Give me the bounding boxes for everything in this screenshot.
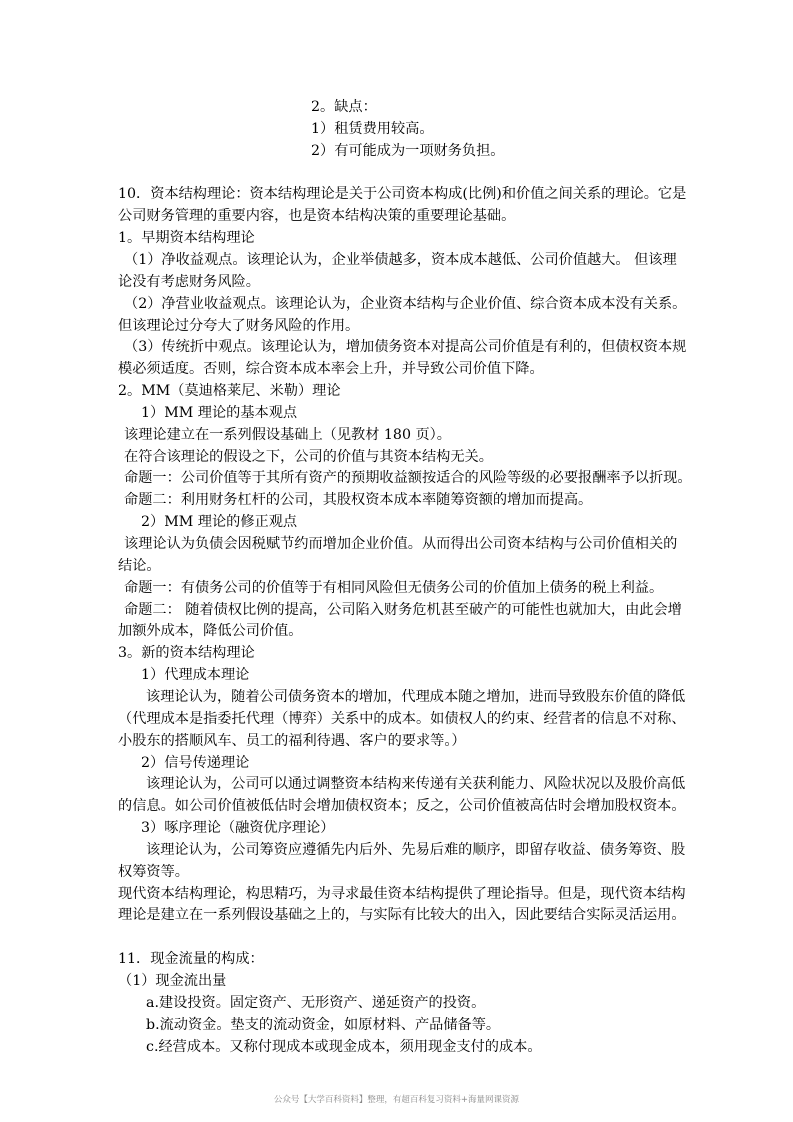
- text-line: 1。早期资本结构理论: [118, 230, 255, 246]
- text-line: 2）信号传递理论: [141, 755, 250, 771]
- text-line: 1）租赁费用较高。: [311, 121, 434, 137]
- text-line: 2。缺点：: [311, 99, 377, 115]
- text-line: （2）净营业收益观点。该理论认为，企业资本结构与企业价值、综合资本成本没有关系。: [124, 296, 687, 312]
- text-line: 该理论建立在一系列假设基础上（见教材 180 页）。: [124, 427, 451, 443]
- text-line: （3）传统折中观点。该理论认为，增加债务资本对提高公司价值是有利的，但债权资本规: [124, 339, 687, 355]
- text-line: 公司财务管理的重要内容，也是资本结构决策的重要理论基础。: [118, 208, 516, 224]
- text-line: 该理论认为负债会因税赋节约而增加企业价值。从而得出公司资本结构与公司价值相关的: [124, 536, 678, 552]
- text-line: c.经营成本。又称付现成本或现金成本，须用现金支付的成本。: [146, 1039, 542, 1055]
- text-line: 2。MM（莫迪格莱尼、米勒）理论: [118, 383, 341, 399]
- text-line: 命题一：公司价值等于其所有资产的预期收益额按适合的风险等级的必要报酬率予以折现。: [124, 470, 692, 486]
- text-line: 2）MM 理论的修正观点: [141, 514, 298, 530]
- text-line: 命题二：利用财务杠杆的公司，其股权资本成本率随筹资额的增加而提高。: [124, 492, 593, 508]
- text-line: 2）有可能成为一项财务负担。: [311, 143, 505, 159]
- text-line: 小股东的搭顺风车、员工的福利待遇、客户的要求等。）: [118, 733, 466, 749]
- text-line: 结论。: [118, 558, 161, 574]
- text-line: 该理论认为，公司可以通过调整资本结构来传递有关获利能力、风险状况以及股价高低: [146, 776, 686, 792]
- text-line: 3。新的资本结构理论: [118, 645, 255, 661]
- text-line: 1）MM 理论的基本观点: [141, 405, 298, 421]
- text-line: b.流动资金。垫支的流动资金，如原材料、产品储备等。: [146, 1017, 501, 1033]
- text-line: a.建设投资。固定资产、无形资产、递延资产的投资。: [146, 995, 486, 1011]
- text-line: 模必须适度。否则，综合资本成本率会上升，并导致公司价值下降。: [118, 361, 544, 377]
- text-line: 现代资本结构理论，构思精巧，为寻求最佳资本结构提供了理论指导。但是，现代资本结构: [118, 886, 686, 902]
- text-line: （代理成本是指委托代理（博弈）关系中的成本。如债权人的约束、经营者的信息不对称、: [118, 711, 686, 727]
- page-footer: 公众号【大学百科资料】整理，有超百科复习资料+海量网课资源: [273, 1095, 520, 1105]
- text-line: 1）代理成本理论: [141, 667, 250, 683]
- text-line: （1）净收益观点。该理论认为，企业举债越多，资本成本越低、公司价值越大。 但该理: [124, 252, 677, 268]
- text-line: 11．现金流量的构成：: [118, 951, 264, 967]
- text-line: 该理论认为，公司筹资应遵循先内后外、先易后难的顺序，即留存收益、债务筹资、股: [146, 842, 686, 858]
- text-line: （1）现金流出量: [118, 973, 227, 989]
- text-line: 在符合该理论的假设之下，公司的价值与其资本结构无关。: [124, 449, 493, 465]
- text-line: 权筹资等。: [118, 864, 189, 880]
- text-line: 理论是建立在一系列假设基础之上的，与实际有比较大的出入，因此要结合实际灵活运用。: [118, 907, 686, 923]
- text-line: 的信息。如公司价值被低估时会增加债权资本；反之，公司价值被高估时会增加股权资本。: [118, 798, 686, 814]
- text-line: 加额外成本，降低公司价值。: [118, 623, 303, 639]
- text-line: 论没有考虑财务风险。: [118, 274, 260, 290]
- text-line: 该理论认为，随着公司债务资本的增加，代理成本随之增加，进而导致股东价值的降低: [146, 689, 686, 705]
- text-line: 命题二： 随着债权比例的提高，公司陷入财务危机甚至破产的可能性也就加大，由此会增: [124, 602, 682, 618]
- text-line: 3）啄序理论（融资优序理论）: [141, 820, 335, 836]
- text-line: 但该理论过分夸大了财务风险的作用。: [118, 318, 360, 334]
- text-line: 命题一：有债务公司的价值等于有相同风险但无债务公司的价值加上债务的税上利益。: [124, 580, 664, 596]
- text-line: 10．资本结构理论：资本结构理论是关于公司资本构成(比例)和价值之间关系的理论。它是: [118, 186, 687, 202]
